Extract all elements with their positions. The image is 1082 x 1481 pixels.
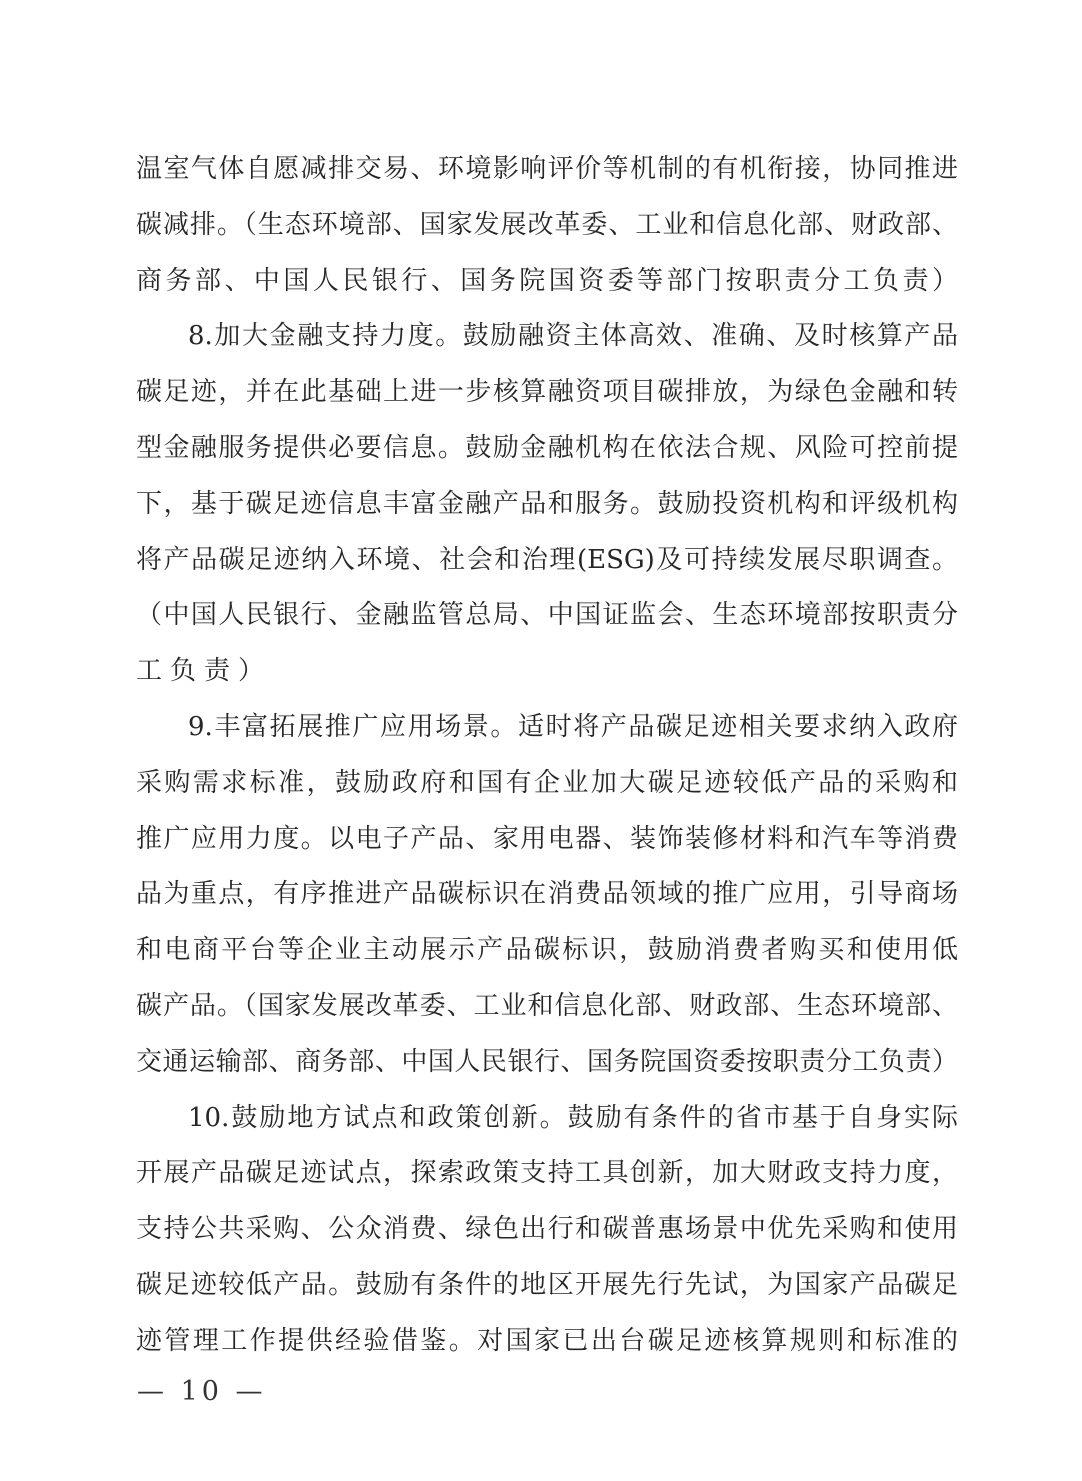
body-line: 碳减排。（生态环境部、国家发展改革委、工业和信息化部、财政部、 xyxy=(136,209,958,240)
body-line: 和电商平台等企业主动展示产品碳标识，鼓励消费者购买和使用低 xyxy=(136,935,958,966)
body-line: 8.加大金融支持力度。鼓励融资主体高效、准确、及时核算产品 xyxy=(188,321,958,352)
body-line: 采购需求标准，鼓励政府和国有企业加大碳足迹较低产品的采购和 xyxy=(136,767,958,798)
body-line: 商务部、中国人民银行、国务院国资委等部门按职责分工负责） xyxy=(136,265,958,296)
body-line: 开展产品碳足迹试点，探索政策支持工具创新，加大财政支持力度， xyxy=(136,1158,958,1189)
body-line: 碳足迹较低产品。鼓励有条件的地区开展先行先试，为国家产品碳足 xyxy=(136,1269,958,1300)
body-line: 支持公共采购、公众消费、绿色出行和碳普惠场景中优先采购和使用 xyxy=(136,1214,958,1245)
paragraph-item-9 xyxy=(136,700,958,1091)
body-line: 9.丰富拓展推广应用场景。适时将产品碳足迹相关要求纳入政府 xyxy=(188,711,958,742)
body-line: 碳足迹，并在此基础上进一步核算融资项目碳排放，为绿色金融和转 xyxy=(136,377,958,408)
body-line: 品为重点，有序推进产品碳标识在消费品领域的推广应用，引导商场 xyxy=(136,879,958,910)
body-line: 碳产品。（国家发展改革委、工业和信息化部、财政部、生态环境部、 xyxy=(136,990,958,1021)
paragraph-continuation xyxy=(136,142,958,309)
body-line: 温室气体自愿减排交易、环境影响评价等机制的有机衔接，协同推进 xyxy=(136,154,958,184)
body-line: 工负责） xyxy=(136,656,273,687)
page-footer xyxy=(137,1376,267,1408)
body-line: 型金融服务提供必要信息。鼓励金融机构在依法合规、风险可控前提 xyxy=(136,432,958,463)
body-line: 下，基于碳足迹信息丰富金融产品和服务。鼓励投资机构和评级机构 xyxy=(136,488,958,519)
body-line: 交通运输部、商务部、中国人民银行、国务院国资委按职责分工负责） xyxy=(136,1046,958,1077)
page-number-label: — 10 — xyxy=(137,1376,267,1407)
body-line: 推广应用力度。以电子产品、家用电器、装饰装修材料和汽车等消费 xyxy=(136,823,958,854)
body-line: （中国人民银行、金融监管总局、中国证监会、生态环境部按职责分 xyxy=(136,600,958,631)
body-line: 迹管理工作提供经验借鉴。对国家已出台碳足迹核算规则和标准的 xyxy=(136,1325,958,1356)
document-body xyxy=(136,142,958,1370)
body-line: 10.鼓励地方试点和政策创新。鼓励有条件的省市基于自身实际 xyxy=(188,1102,958,1133)
paragraph-item-8 xyxy=(136,309,958,700)
body-line: 将产品碳足迹纳入环境、社会和治理(ESG)及可持续发展尽职调查。 xyxy=(136,544,958,575)
paragraph-item-10 xyxy=(136,1091,958,1370)
